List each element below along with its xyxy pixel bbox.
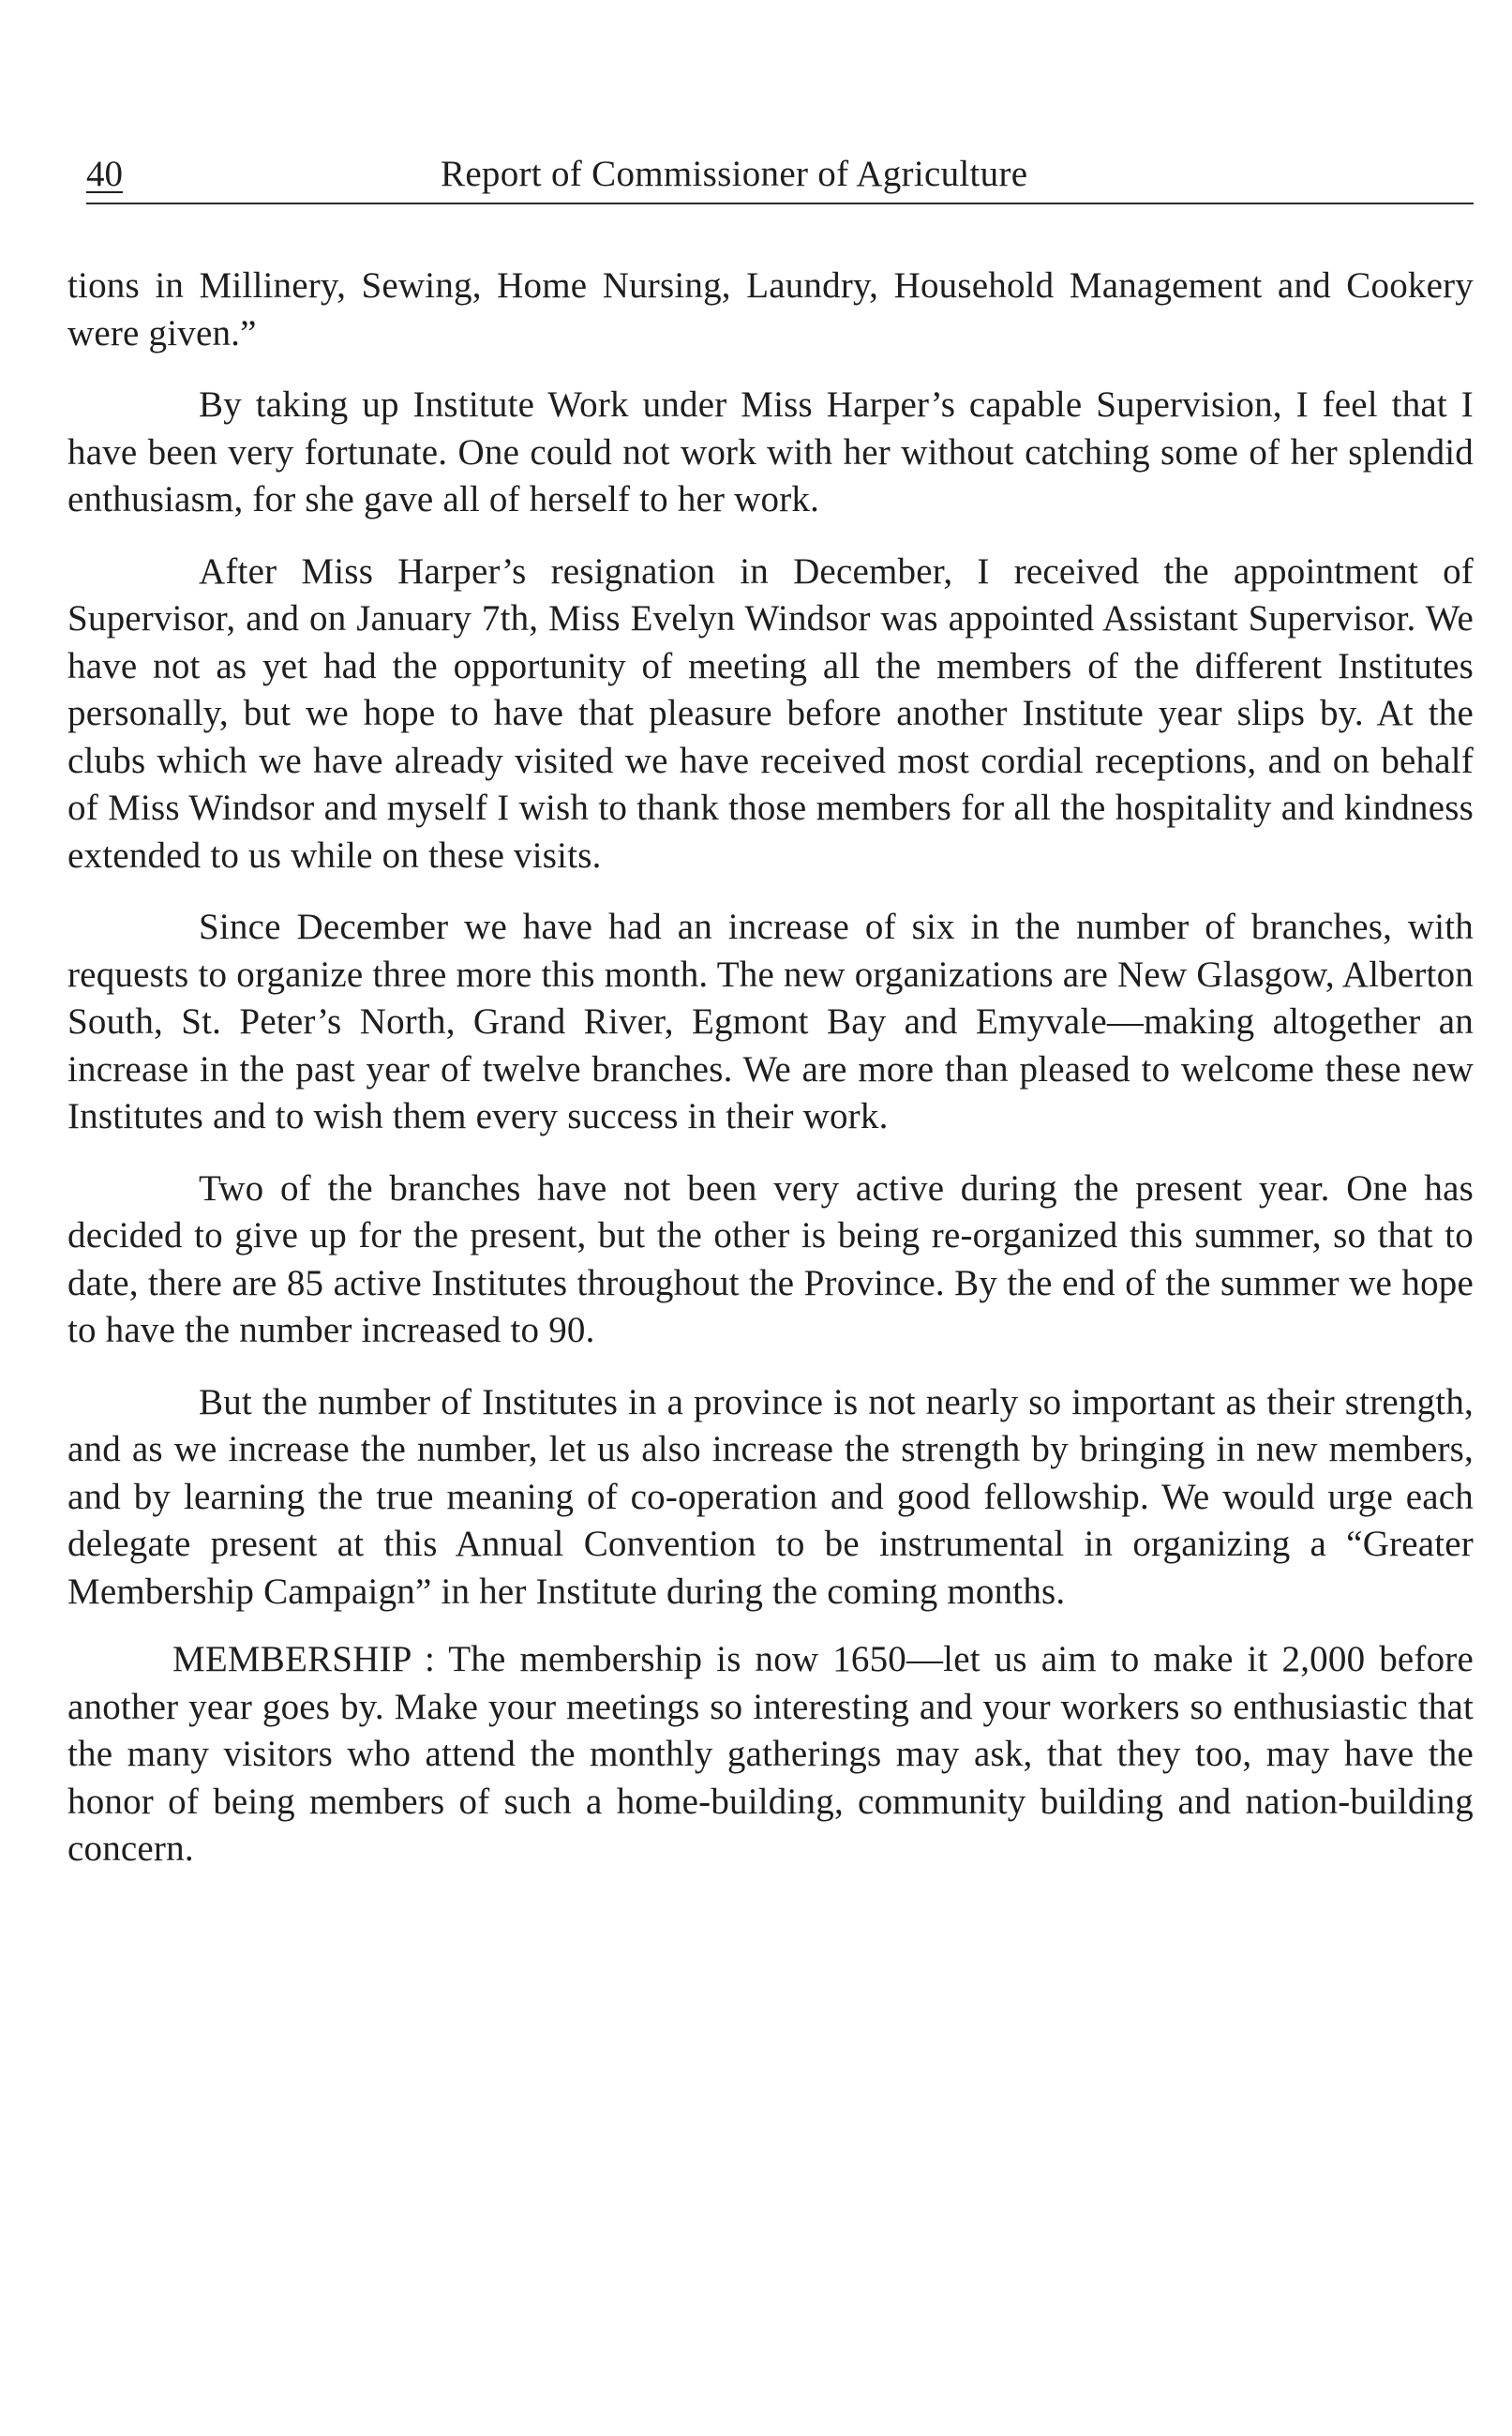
- page-header: [86, 150, 1474, 206]
- page-number: 40: [86, 154, 123, 194]
- paragraph-continued: tions in Millinery, Sewing, Home Nursing, Laundry, Household Management and Cookery were given.”: [67, 265, 1474, 353]
- body-text: [67, 263, 1474, 1873]
- running-head: Report of Commissioner of Agriculture: [441, 154, 1028, 194]
- paragraph-supervision: By taking up Institute Work under Miss Harper’s capable Supervision, I feel that I have been very fortunate. One could not work with her without catching some of her splendid enthusiasm, for she gave all of herself to her work.: [67, 384, 1474, 519]
- paragraph-membership: MEMBERSHIP : The membership is now 1650—let us aim to make it 2,000 before another year goes by. Make your meetings so interesting and your workers so enthusiastic that the many visitors who attend the monthly gatherings may ask, that they too, may have the honor of being members of such a home-building, community building and nation-building concern.: [67, 1639, 1474, 1869]
- paragraph-active-institutes: Two of the branches have not been very active during the present year. One has decided to give up for the present, but the other is being re-organized this summer, so that to date, there are 85 active Institutes throughout the Province. By the end of the summer we hope to have the number increased to 90.: [67, 1167, 1474, 1350]
- paragraph-strength: But the number of Institutes in a province is not nearly so important as their strength, and as we increase the number, let us also increase the strength by bringing in new members, and by learning the true meaning of co-operation and good fellowship. We would urge each delegate present at this Annual Convention to be instrumental in organizing a “Greater Membership Campaign” in her Institute during the coming months.: [67, 1381, 1474, 1612]
- paragraph-appointment: After Miss Harper’s resignation in December, I received the appointment of Supervisor, and on January 7th, Miss Evelyn Windsor was appointed Assistant Supervisor. We have not as yet had the opportunity of meeting all the members of the different Institutes personally, but we hope to have that pleasure before another Institute year slips by. At the clubs which we have already visited we have received most cordial receptions, and on behalf of Miss Windsor and myself I wish to thank those members for all the hospitality and kindness extended to us while on these visits.: [67, 550, 1474, 876]
- paragraph-new-branches: Since December we have had an increase of six in the number of branches, with requests to organize three more this month. The new organizations are New Glasgow, Alberton South, St. Peter’s North, Grand River, Egmont Bay and Emyvale—making altogether an increase in the past year of twelve branches. We are more than pleased to welcome these new Institutes and to wish them every success in their work.: [67, 907, 1474, 1136]
- header-rule: [86, 203, 1474, 204]
